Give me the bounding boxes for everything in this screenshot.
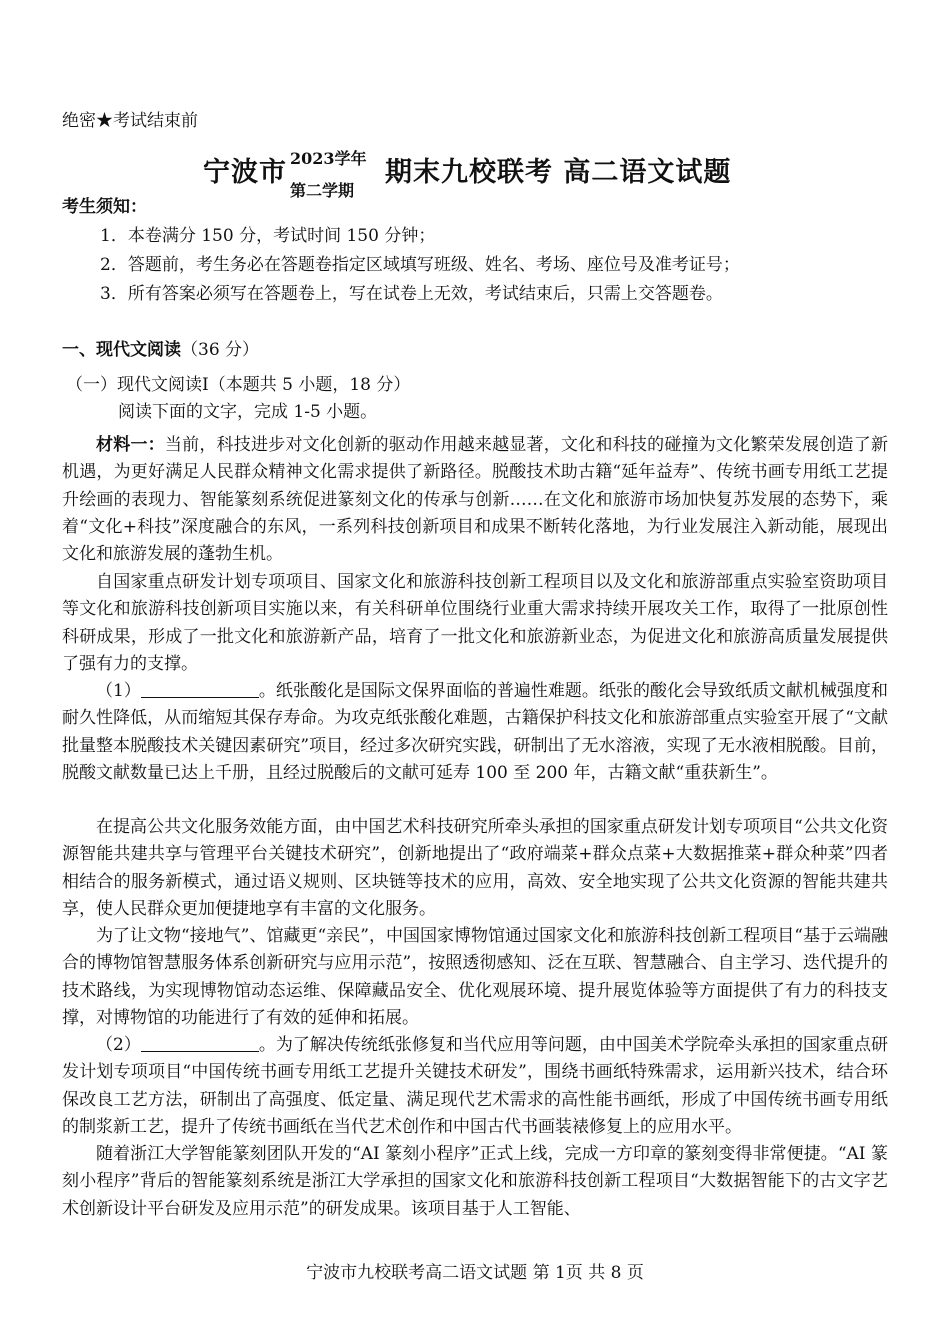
- notice-item: 3．所有答案必须写在答题卷上，写在试卷上无效，考试结束后，只需上交答题卷。: [100, 284, 723, 304]
- answer-blank: [141, 680, 259, 698]
- paragraph-text: 随着浙江大学智能篆刻团队开发的“AI 篆刻小程序”正式上线，完成一方印章的篆刻变得非常便捷。“AI 篆刻小程序”背后的智能篆刻系统是浙江大学承担的国家文化和旅游科技创新工程项目“大数据智能下的古文字艺术创新设计平台研发及应用示范”的研发成果。该项目基于人工智能、: [62, 1144, 888, 1219]
- title-city: 宁波市: [203, 157, 287, 188]
- page-footer: 宁波市九校联考高二语文试题 第 1页 共 8 页: [306, 1263, 644, 1283]
- paragraph-2: [62, 569, 888, 678]
- title-year: 2023学年: [290, 149, 367, 168]
- section-heading: [62, 335, 259, 360]
- paragraph-4: [62, 814, 888, 923]
- notice-item: 2．答题前，考生务必在答题卷指定区域填写班级、姓名、考场、座位号及准考证号；: [100, 255, 740, 275]
- page-title: 期末九校联考 高二语文试题: [385, 157, 732, 188]
- paragraph-3: [62, 678, 888, 787]
- paragraph-text: 。纸张酸化是国际文保界面临的普遍性难题。纸张的酸化会导致纸质文献机械强度和耐久性降低，从而缩短其保存寿命。为攻克纸张酸化难题，古籍保护科技文化和旅游部重点实验室开展了“文献批量整本脱酸技术关键因素研究”项目，经过多次研究实践，研制出了无水溶液，实现了无水液相脱酸。目前，脱酸文献数量已达上千册，且经过脱酸后的文献可延寿 100 至 200 年，古籍文献“重获新生”。: [62, 681, 889, 783]
- paragraph-5: [62, 923, 888, 1032]
- item-number: （2）: [96, 1035, 141, 1055]
- title-semester: 第二学期: [290, 181, 355, 200]
- confidential-label: 绝密★考试结束前: [62, 111, 198, 131]
- paragraph-6: [62, 1032, 888, 1141]
- section-heading-text: 一、现代文阅读: [62, 340, 181, 360]
- section-points: （36 分）: [181, 340, 260, 360]
- paragraph-7: [62, 1141, 888, 1223]
- instruction: 阅读下面的文字，完成 1-5 小题。: [118, 402, 378, 422]
- paragraph-text: 当前，科技进步对文化创新的驱动作用越来越显著，文化和科技的碰撞为文化繁荣发展创造了新机遇，为更好满足人民群众精神文化需求提供了新路径。脱酸技术助古籍“延年益寿”、传统书画专用纸工艺提升绘画的表现力、智能篆刻系统促进篆刻文化的传承与创新……在文化和旅游市场加快复苏发展的态势下，乘着“文化+科技”深度融合的东风，一系列科技创新项目和成果不断转化落地，为行业发展注入新动能，展现出文化和旅游发展的蓬勃生机。: [62, 435, 888, 565]
- paragraph-text: 。为了解决传统纸张修复和当代应用等问题，由中国美术学院牵头承担的国家重点研发计划专项项目“中国传统书画专用纸工艺提升关键技术研发”，围绕书画纸特殊需求，运用新兴技术，结合环保改良工艺方法，研制出了高强度、低定量、满足现代艺术需求的高性能书画纸，形成了中国传统书画专用纸的制浆新工艺，提升了传统书画纸在当代艺术创作和中国古代书画装裱修复上的应用水平。: [62, 1035, 889, 1137]
- notice-item: 1．本卷满分 150 分，考试时间 150 分钟；: [100, 226, 436, 246]
- item-number: （1）: [96, 681, 141, 701]
- sub-section-heading: （一）现代文阅读Ⅰ（本题共 5 小题，18 分）: [66, 375, 411, 395]
- paragraph-text: 自国家重点研发计划专项项目、国家文化和旅游科技创新工程项目以及文化和旅游部重点实验室资助项目等文化和旅游科技创新项目实施以来，有关科研单位围绕行业重大需求持续开展攻关工作，取得了一批原创性科研成果，形成了一批文化和旅游新产品，培育了一批文化和旅游新业态，为促进文化和旅游高质量发展提供了强有力的支撑。: [62, 572, 888, 674]
- notice-heading: 考生须知：: [62, 197, 147, 217]
- paragraph-1: [62, 432, 888, 568]
- material-label: 材料一：: [96, 435, 165, 455]
- paragraph-text: 在提高公共文化服务效能方面，由中国艺术科技研究所牵头承担的国家重点研发计划专项项目“公共文化资源智能共建共享与管理平台关键技术研究”，创新地提出了“政府端菜+群众点菜+大数据推菜+群众种菜”四者相结合的服务新模式，通过语义规则、区块链等技术的应用，高效、安全地实现了公共文化资源的智能共建共享，使人民群众更加便捷地享有丰富的文化服务。: [62, 817, 888, 919]
- answer-blank: [141, 1034, 259, 1052]
- paragraph-text: 为了让文物“接地气”、馆藏更“亲民”，中国国家博物馆通过国家文化和旅游科技创新工程项目“基于云端融合的博物馆智慧服务体系创新研究与应用示范”，按照透彻感知、泛在互联、智慧融合、自主学习、迭代提升的技术路线，为实现博物馆动态运维、保障藏品安全、优化观展环境、提升展览体验等方面提供了有力的科技支撑，对博物馆的功能进行了有效的延伸和拓展。: [62, 926, 888, 1028]
